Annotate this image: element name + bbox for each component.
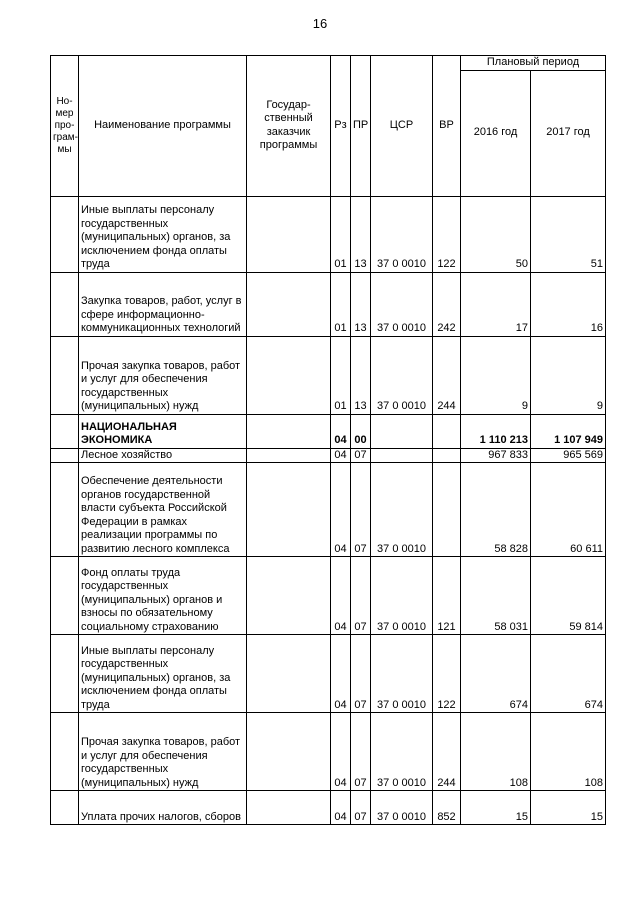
header-year-2017: 2017 год — [531, 70, 606, 196]
customer-cell — [247, 557, 331, 635]
amount-2017: 15 — [531, 791, 606, 825]
page-number: 16 — [312, 16, 328, 31]
rz-code: 01 — [331, 196, 351, 272]
amount-2017: 1 107 949 — [531, 414, 606, 448]
customer-cell — [247, 791, 331, 825]
number-cell — [51, 448, 79, 463]
vr-code: 852 — [433, 791, 461, 825]
amount-2016: 674 — [461, 635, 531, 713]
table-row — [51, 463, 606, 557]
program-name: Лесное хозяйство — [79, 448, 247, 463]
pr-code: 07 — [351, 463, 371, 557]
header-name: Наименование программы — [79, 56, 247, 197]
budget-table — [50, 55, 606, 825]
number-cell — [51, 196, 79, 272]
amount-2016: 58 031 — [461, 557, 531, 635]
csr-code: 37 0 0010 — [371, 196, 433, 272]
number-cell — [51, 557, 79, 635]
amount-2017: 16 — [531, 272, 606, 336]
table-row — [51, 414, 606, 448]
csr-code: 37 0 0010 — [371, 463, 433, 557]
amount-2016: 967 833 — [461, 448, 531, 463]
csr-code: 37 0 0010 — [371, 713, 433, 791]
rz-code: 01 — [331, 336, 351, 414]
amount-2016: 17 — [461, 272, 531, 336]
number-cell — [51, 791, 79, 825]
header-csr: ЦСР — [371, 56, 433, 197]
header-rz: Рз — [331, 56, 351, 197]
amount-2017: 51 — [531, 196, 606, 272]
rz-code: 04 — [331, 463, 351, 557]
amount-2017: 60 611 — [531, 463, 606, 557]
amount-2016: 108 — [461, 713, 531, 791]
amount-2016: 15 — [461, 791, 531, 825]
number-cell — [51, 336, 79, 414]
program-name: Прочая закупка товаров, работ и услуг для обеспечения государственных (муниципальных) нужд — [79, 336, 247, 414]
header-pr: ПР — [351, 56, 371, 197]
program-name: НАЦИОНАЛЬНАЯ ЭКОНОМИКА — [79, 414, 247, 448]
program-name: Фонд оплаты труда государственных (муниципальных) органов и взносы по обязательному социальному страхованию — [79, 557, 247, 635]
number-cell — [51, 463, 79, 557]
number-cell — [51, 272, 79, 336]
amount-2017: 108 — [531, 713, 606, 791]
vr-code: 121 — [433, 557, 461, 635]
header-vr: ВР — [433, 56, 461, 197]
table-row — [51, 791, 606, 825]
customer-cell — [247, 414, 331, 448]
header-year-2016: 2016 год — [461, 70, 531, 196]
customer-cell — [247, 463, 331, 557]
vr-code — [433, 414, 461, 448]
table-row — [51, 272, 606, 336]
pr-code: 07 — [351, 557, 371, 635]
program-name: Обеспечение деятельности органов государственной власти субъекта Российской Федерации в рамках реализации программы по развитию лесного комплекса — [79, 463, 247, 557]
header-planned-period: Плановый период — [461, 56, 606, 71]
program-name: Прочая закупка товаров, работ и услуг для обеспечения государственных (муниципальных) нужд — [79, 713, 247, 791]
table-row — [51, 336, 606, 414]
amount-2017: 965 569 — [531, 448, 606, 463]
header-row-top — [51, 56, 606, 71]
amount-2016: 1 110 213 — [461, 414, 531, 448]
table-row — [51, 713, 606, 791]
vr-code: 122 — [433, 196, 461, 272]
amount-2017: 674 — [531, 635, 606, 713]
amount-2017: 9 — [531, 336, 606, 414]
number-cell — [51, 713, 79, 791]
amount-2016: 50 — [461, 196, 531, 272]
customer-cell — [247, 272, 331, 336]
customer-cell — [247, 713, 331, 791]
table-body — [51, 196, 606, 825]
program-name: Иные выплаты персоналу государственных (муниципальных) органов, за исключением фонда оплаты труда — [79, 196, 247, 272]
number-cell — [51, 414, 79, 448]
table-row — [51, 448, 606, 463]
rz-code: 04 — [331, 791, 351, 825]
pr-code: 00 — [351, 414, 371, 448]
vr-code — [433, 463, 461, 557]
customer-cell — [247, 336, 331, 414]
table-row — [51, 557, 606, 635]
rz-code: 04 — [331, 713, 351, 791]
table-row — [51, 196, 606, 272]
vr-code: 244 — [433, 336, 461, 414]
customer-cell — [247, 448, 331, 463]
csr-code: 37 0 0010 — [371, 557, 433, 635]
vr-code: 242 — [433, 272, 461, 336]
csr-code: 37 0 0010 — [371, 791, 433, 825]
rz-code: 04 — [331, 557, 351, 635]
amount-2017: 59 814 — [531, 557, 606, 635]
csr-code — [371, 414, 433, 448]
customer-cell — [247, 635, 331, 713]
pr-code: 07 — [351, 713, 371, 791]
program-name: Иные выплаты персоналу государственных (муниципальных) органов, за исключением фонда оплаты труда — [79, 635, 247, 713]
rz-code: 01 — [331, 272, 351, 336]
program-name: Закупка товаров, работ, услуг в сфере информационно-коммуникационных технологий — [79, 272, 247, 336]
pr-code: 07 — [351, 448, 371, 463]
vr-code: 122 — [433, 635, 461, 713]
rz-code: 04 — [331, 414, 351, 448]
customer-cell — [247, 196, 331, 272]
vr-code — [433, 448, 461, 463]
pr-code: 13 — [351, 336, 371, 414]
pr-code: 07 — [351, 635, 371, 713]
header-nomer: Но-мер про-грам-мы — [51, 56, 79, 197]
csr-code: 37 0 0010 — [371, 336, 433, 414]
amount-2016: 9 — [461, 336, 531, 414]
amount-2016: 58 828 — [461, 463, 531, 557]
rz-code: 04 — [331, 635, 351, 713]
csr-code: 37 0 0010 — [371, 272, 433, 336]
vr-code: 244 — [433, 713, 461, 791]
rz-code: 04 — [331, 448, 351, 463]
csr-code — [371, 448, 433, 463]
csr-code: 37 0 0010 — [371, 635, 433, 713]
program-name: Уплата прочих налогов, сборов — [79, 791, 247, 825]
pr-code: 13 — [351, 196, 371, 272]
pr-code: 13 — [351, 272, 371, 336]
pr-code: 07 — [351, 791, 371, 825]
number-cell — [51, 635, 79, 713]
header-customer: Государ-ственный заказчик программы — [247, 56, 331, 197]
table-row — [51, 635, 606, 713]
